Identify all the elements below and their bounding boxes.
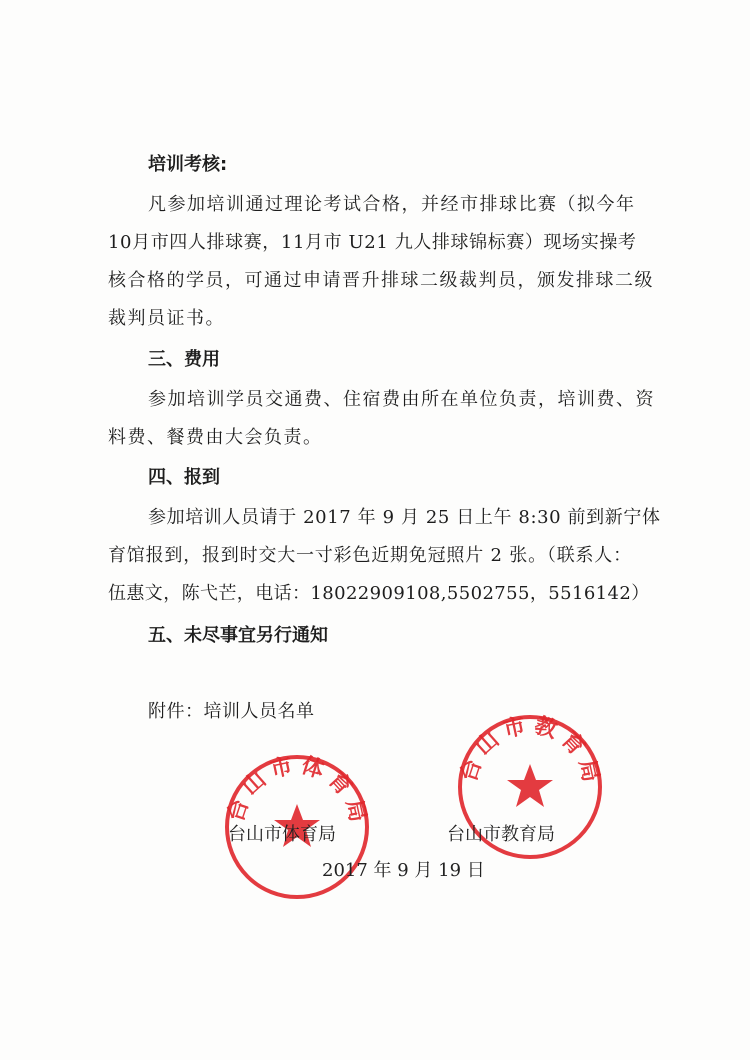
paragraph-line: 参加培训人员请于 2017 年 9 月 25 日上午 8:30 前到新宁体 [148, 507, 661, 528]
paragraph-line: 伍惠文，陈弋芒，电话：18022909108,5502755，5516142） [108, 583, 650, 604]
paragraph-line: 核合格的学员，可通过申请晋升排球二级裁判员，颁发排球二级 [108, 270, 654, 291]
heading-other-matters: 五、未尽事宜另行通知 [148, 625, 328, 646]
sports-bureau-seal-text: 台山市体育局 [223, 752, 372, 831]
paragraph-line: 10月市四人排球赛，11月市 U21 九人排球锦标赛）现场实操考 [108, 232, 637, 253]
paragraph-line: 育馆报到，报到时交大一寸彩色近期免冠照片 2 张。（联系人： [108, 545, 632, 566]
paragraph-line: 裁判员证书。 [108, 308, 225, 329]
heading-fees: 三、费用 [148, 349, 220, 370]
heading-registration: 四、报到 [148, 467, 220, 488]
paragraph-line: 料费、餐费由大会负责。 [108, 427, 323, 448]
document-date: 2017 年 9 月 19 日 [322, 860, 485, 881]
signature-education-bureau: 台山市教育局 [447, 824, 555, 845]
education-bureau-seal-text: 台山市教育局 [456, 712, 605, 791]
paragraph-line: 参加培训学员交通费、住宿费由所在单位负责，培训费、资 [148, 389, 655, 410]
seal-star-icon [507, 764, 553, 807]
paragraph-line: 凡参加培训通过理论考试合格，并经市排球比赛（拟今年 [148, 194, 636, 215]
heading-training-assessment: 培训考核: [148, 154, 228, 175]
signature-sports-bureau: 台山市体育局 [228, 824, 336, 845]
attachment-note: 附件：培训人员名单 [148, 701, 315, 722]
